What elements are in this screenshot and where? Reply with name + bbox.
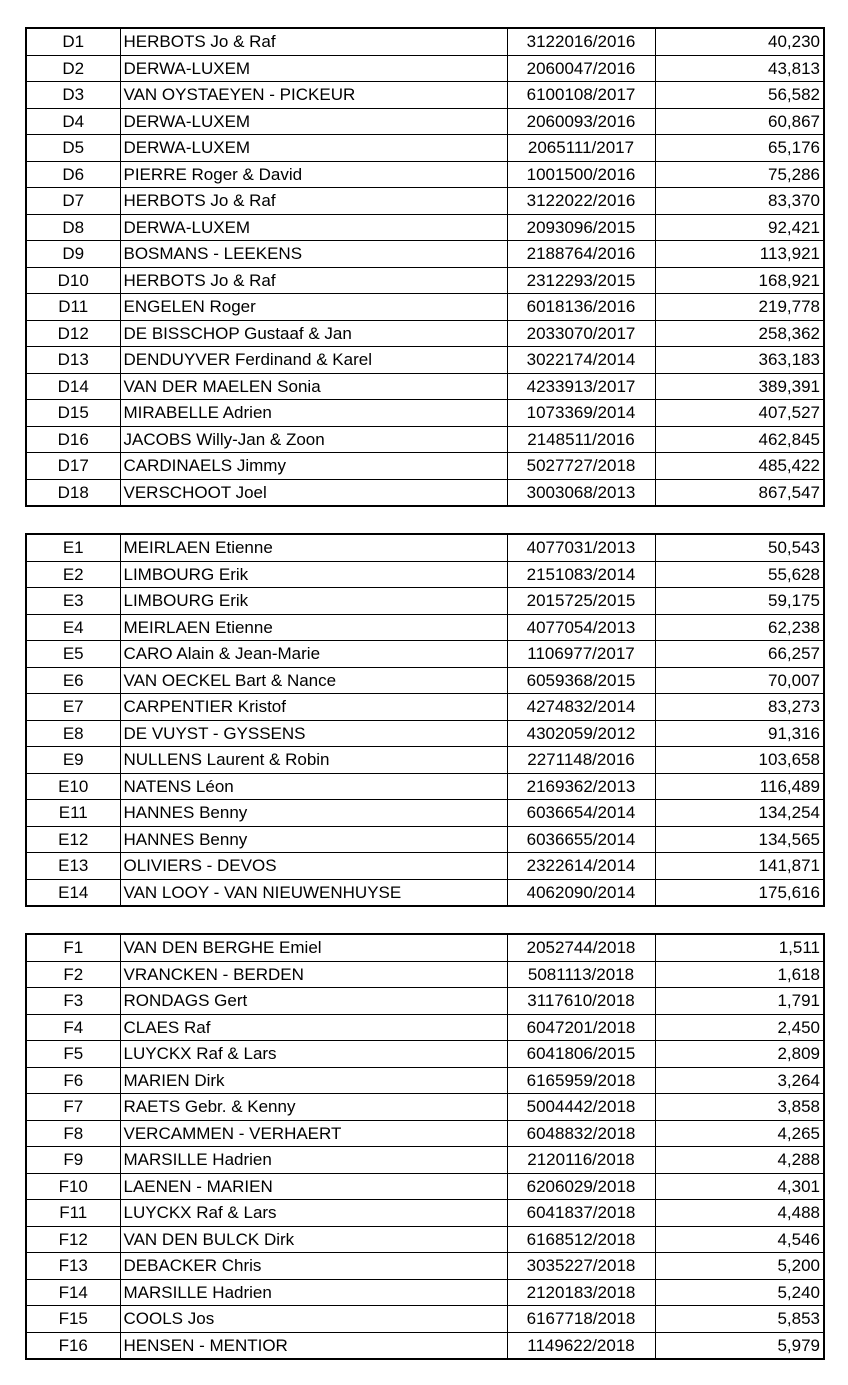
ring-number-cell: 6059368/2015 xyxy=(507,667,655,694)
table-row xyxy=(26,720,824,747)
code-cell: E6 xyxy=(26,667,120,694)
ring-number-cell: 2169362/2013 xyxy=(507,773,655,800)
table-row xyxy=(26,1067,824,1094)
code-cell: F9 xyxy=(26,1147,120,1174)
value-cell: 363,183 xyxy=(655,347,824,374)
name-cell: BOSMANS - LEEKENS xyxy=(120,241,507,268)
ring-number-cell: 5027727/2018 xyxy=(507,453,655,480)
table-row xyxy=(26,479,824,506)
table-row xyxy=(26,108,824,135)
name-cell: HANNES Benny xyxy=(120,826,507,853)
table-row xyxy=(26,1253,824,1280)
name-cell: CARPENTIER Kristof xyxy=(120,694,507,721)
code-cell: F10 xyxy=(26,1173,120,1200)
table-row xyxy=(26,773,824,800)
table-row xyxy=(26,453,824,480)
value-cell: 62,238 xyxy=(655,614,824,641)
ring-number-cell: 4302059/2012 xyxy=(507,720,655,747)
table-row xyxy=(26,320,824,347)
name-cell: COOLS Jos xyxy=(120,1306,507,1333)
name-cell: HERBOTS Jo & Raf xyxy=(120,267,507,294)
ring-number-cell: 1001500/2016 xyxy=(507,161,655,188)
ring-number-cell: 2151083/2014 xyxy=(507,561,655,588)
ring-number-cell: 4274832/2014 xyxy=(507,694,655,721)
code-cell: E12 xyxy=(26,826,120,853)
value-cell: 4,301 xyxy=(655,1173,824,1200)
ring-number-cell: 2188764/2016 xyxy=(507,241,655,268)
value-cell: 168,921 xyxy=(655,267,824,294)
table-row xyxy=(26,1173,824,1200)
code-cell: F3 xyxy=(26,988,120,1015)
name-cell: VAN OYSTAEYEN - PICKEUR xyxy=(120,82,507,109)
ring-number-cell: 5081113/2018 xyxy=(507,961,655,988)
ring-number-cell: 2033070/2017 xyxy=(507,320,655,347)
name-cell: VAN DER MAELEN Sonia xyxy=(120,373,507,400)
results-document xyxy=(25,27,823,1360)
value-cell: 5,853 xyxy=(655,1306,824,1333)
table-body xyxy=(26,534,824,906)
code-cell: D11 xyxy=(26,294,120,321)
table-row xyxy=(26,188,824,215)
table-row xyxy=(26,1094,824,1121)
table-row xyxy=(26,1041,824,1068)
code-cell: D2 xyxy=(26,55,120,82)
table-row xyxy=(26,400,824,427)
value-cell: 65,176 xyxy=(655,135,824,162)
name-cell: NATENS Léon xyxy=(120,773,507,800)
ring-number-cell: 3035227/2018 xyxy=(507,1253,655,1280)
name-cell: MARSILLE Hadrien xyxy=(120,1147,507,1174)
code-cell: D16 xyxy=(26,426,120,453)
value-cell: 867,547 xyxy=(655,479,824,506)
code-cell: F4 xyxy=(26,1014,120,1041)
name-cell: HENSEN - MENTIOR xyxy=(120,1332,507,1359)
code-cell: E4 xyxy=(26,614,120,641)
code-cell: E11 xyxy=(26,800,120,827)
code-cell: D10 xyxy=(26,267,120,294)
name-cell: DEBACKER Chris xyxy=(120,1253,507,1280)
table-row xyxy=(26,1200,824,1227)
code-cell: F13 xyxy=(26,1253,120,1280)
table-row xyxy=(26,561,824,588)
table-body xyxy=(26,934,824,1359)
value-cell: 50,543 xyxy=(655,534,824,561)
code-cell: D7 xyxy=(26,188,120,215)
results-table-f xyxy=(25,933,825,1360)
name-cell: NULLENS Laurent & Robin xyxy=(120,747,507,774)
value-cell: 175,616 xyxy=(655,879,824,906)
name-cell: ENGELEN Roger xyxy=(120,294,507,321)
name-cell: RONDAGS Gert xyxy=(120,988,507,1015)
code-cell: D18 xyxy=(26,479,120,506)
ring-number-cell: 2271148/2016 xyxy=(507,747,655,774)
code-cell: D8 xyxy=(26,214,120,241)
table-row xyxy=(26,988,824,1015)
table-row xyxy=(26,1279,824,1306)
table-row xyxy=(26,614,824,641)
value-cell: 60,867 xyxy=(655,108,824,135)
ring-number-cell: 2093096/2015 xyxy=(507,214,655,241)
code-cell: F1 xyxy=(26,934,120,961)
ring-number-cell: 4077054/2013 xyxy=(507,614,655,641)
code-cell: E10 xyxy=(26,773,120,800)
code-cell: D5 xyxy=(26,135,120,162)
name-cell: CLAES Raf xyxy=(120,1014,507,1041)
table-row xyxy=(26,161,824,188)
name-cell: MEIRLAEN Etienne xyxy=(120,614,507,641)
table-row xyxy=(26,426,824,453)
value-cell: 1,618 xyxy=(655,961,824,988)
ring-number-cell: 6041837/2018 xyxy=(507,1200,655,1227)
name-cell: VERCAMMEN - VERHAERT xyxy=(120,1120,507,1147)
name-cell: DERWA-LUXEM xyxy=(120,214,507,241)
code-cell: E5 xyxy=(26,641,120,668)
ring-number-cell: 2065111/2017 xyxy=(507,135,655,162)
name-cell: RAETS Gebr. & Kenny xyxy=(120,1094,507,1121)
table-row xyxy=(26,1306,824,1333)
ring-number-cell: 6041806/2015 xyxy=(507,1041,655,1068)
value-cell: 485,422 xyxy=(655,453,824,480)
table-row xyxy=(26,214,824,241)
name-cell: VRANCKEN - BERDEN xyxy=(120,961,507,988)
table-row xyxy=(26,55,824,82)
name-cell: DENDUYVER Ferdinand & Karel xyxy=(120,347,507,374)
ring-number-cell: 1149622/2018 xyxy=(507,1332,655,1359)
name-cell: MEIRLAEN Etienne xyxy=(120,534,507,561)
value-cell: 70,007 xyxy=(655,667,824,694)
table-body xyxy=(26,28,824,506)
code-cell: D13 xyxy=(26,347,120,374)
value-cell: 40,230 xyxy=(655,28,824,55)
name-cell: MARSILLE Hadrien xyxy=(120,1279,507,1306)
table-row xyxy=(26,1014,824,1041)
ring-number-cell: 2060093/2016 xyxy=(507,108,655,135)
name-cell: VERSCHOOT Joel xyxy=(120,479,507,506)
name-cell: HANNES Benny xyxy=(120,800,507,827)
ring-number-cell: 6048832/2018 xyxy=(507,1120,655,1147)
name-cell: LUYCKX Raf & Lars xyxy=(120,1041,507,1068)
table-row xyxy=(26,1226,824,1253)
ring-number-cell: 6165959/2018 xyxy=(507,1067,655,1094)
table-row xyxy=(26,641,824,668)
value-cell: 258,362 xyxy=(655,320,824,347)
table-row xyxy=(26,82,824,109)
value-cell: 59,175 xyxy=(655,588,824,615)
ring-number-cell: 4233913/2017 xyxy=(507,373,655,400)
value-cell: 141,871 xyxy=(655,853,824,880)
ring-number-cell: 3117610/2018 xyxy=(507,988,655,1015)
ring-number-cell: 1106977/2017 xyxy=(507,641,655,668)
table-row xyxy=(26,373,824,400)
table-row xyxy=(26,241,824,268)
ring-number-cell: 2120183/2018 xyxy=(507,1279,655,1306)
value-cell: 5,240 xyxy=(655,1279,824,1306)
name-cell: JACOBS Willy-Jan & Zoon xyxy=(120,426,507,453)
code-cell: E3 xyxy=(26,588,120,615)
value-cell: 116,489 xyxy=(655,773,824,800)
code-cell: F6 xyxy=(26,1067,120,1094)
name-cell: LIMBOURG Erik xyxy=(120,561,507,588)
table-row xyxy=(26,747,824,774)
name-cell: OLIVIERS - DEVOS xyxy=(120,853,507,880)
ring-number-cell: 2322614/2014 xyxy=(507,853,655,880)
ring-number-cell: 4062090/2014 xyxy=(507,879,655,906)
name-cell: LAENEN - MARIEN xyxy=(120,1173,507,1200)
name-cell: VAN LOOY - VAN NIEUWENHUYSE xyxy=(120,879,507,906)
value-cell: 43,813 xyxy=(655,55,824,82)
value-cell: 56,582 xyxy=(655,82,824,109)
table-row xyxy=(26,694,824,721)
ring-number-cell: 6047201/2018 xyxy=(507,1014,655,1041)
code-cell: F2 xyxy=(26,961,120,988)
code-cell: F12 xyxy=(26,1226,120,1253)
code-cell: D12 xyxy=(26,320,120,347)
value-cell: 3,858 xyxy=(655,1094,824,1121)
code-cell: F14 xyxy=(26,1279,120,1306)
table-row xyxy=(26,667,824,694)
code-cell: E14 xyxy=(26,879,120,906)
value-cell: 4,265 xyxy=(655,1120,824,1147)
value-cell: 389,391 xyxy=(655,373,824,400)
name-cell: LUYCKX Raf & Lars xyxy=(120,1200,507,1227)
value-cell: 83,273 xyxy=(655,694,824,721)
name-cell: VAN DEN BERGHE Emiel xyxy=(120,934,507,961)
table-row xyxy=(26,879,824,906)
code-cell: E13 xyxy=(26,853,120,880)
value-cell: 103,658 xyxy=(655,747,824,774)
table-row xyxy=(26,588,824,615)
value-cell: 113,921 xyxy=(655,241,824,268)
ring-number-cell: 4077031/2013 xyxy=(507,534,655,561)
name-cell: DERWA-LUXEM xyxy=(120,55,507,82)
code-cell: E2 xyxy=(26,561,120,588)
code-cell: F16 xyxy=(26,1332,120,1359)
value-cell: 2,450 xyxy=(655,1014,824,1041)
ring-number-cell: 6100108/2017 xyxy=(507,82,655,109)
ring-number-cell: 2015725/2015 xyxy=(507,588,655,615)
table-row xyxy=(26,800,824,827)
value-cell: 1,511 xyxy=(655,934,824,961)
code-cell: E1 xyxy=(26,534,120,561)
name-cell: CARDINAELS Jimmy xyxy=(120,453,507,480)
code-cell: D6 xyxy=(26,161,120,188)
name-cell: LIMBOURG Erik xyxy=(120,588,507,615)
name-cell: VAN OECKEL Bart & Nance xyxy=(120,667,507,694)
name-cell: VAN DEN BULCK Dirk xyxy=(120,1226,507,1253)
table-row xyxy=(26,1332,824,1359)
value-cell: 1,791 xyxy=(655,988,824,1015)
table-row xyxy=(26,1147,824,1174)
name-cell: CARO Alain & Jean-Marie xyxy=(120,641,507,668)
value-cell: 91,316 xyxy=(655,720,824,747)
ring-number-cell: 1073369/2014 xyxy=(507,400,655,427)
code-cell: F15 xyxy=(26,1306,120,1333)
code-cell: D3 xyxy=(26,82,120,109)
value-cell: 134,565 xyxy=(655,826,824,853)
table-row xyxy=(26,294,824,321)
code-cell: F7 xyxy=(26,1094,120,1121)
name-cell: HERBOTS Jo & Raf xyxy=(120,28,507,55)
value-cell: 5,979 xyxy=(655,1332,824,1359)
table-row xyxy=(26,135,824,162)
value-cell: 134,254 xyxy=(655,800,824,827)
code-cell: E8 xyxy=(26,720,120,747)
table-row xyxy=(26,28,824,55)
value-cell: 3,264 xyxy=(655,1067,824,1094)
ring-number-cell: 5004442/2018 xyxy=(507,1094,655,1121)
table-row xyxy=(26,534,824,561)
ring-number-cell: 3122016/2016 xyxy=(507,28,655,55)
ring-number-cell: 3122022/2016 xyxy=(507,188,655,215)
value-cell: 4,488 xyxy=(655,1200,824,1227)
table-row xyxy=(26,347,824,374)
ring-number-cell: 6206029/2018 xyxy=(507,1173,655,1200)
name-cell: MIRABELLE Adrien xyxy=(120,400,507,427)
ring-number-cell: 2120116/2018 xyxy=(507,1147,655,1174)
ring-number-cell: 6018136/2016 xyxy=(507,294,655,321)
name-cell: HERBOTS Jo & Raf xyxy=(120,188,507,215)
value-cell: 4,546 xyxy=(655,1226,824,1253)
table-row xyxy=(26,1120,824,1147)
name-cell: DERWA-LUXEM xyxy=(120,135,507,162)
table-row xyxy=(26,961,824,988)
table-row xyxy=(26,826,824,853)
name-cell: DERWA-LUXEM xyxy=(120,108,507,135)
table-row xyxy=(26,267,824,294)
ring-number-cell: 6036655/2014 xyxy=(507,826,655,853)
name-cell: PIERRE Roger & David xyxy=(120,161,507,188)
ring-number-cell: 6167718/2018 xyxy=(507,1306,655,1333)
value-cell: 5,200 xyxy=(655,1253,824,1280)
code-cell: F5 xyxy=(26,1041,120,1068)
name-cell: DE BISSCHOP Gustaaf & Jan xyxy=(120,320,507,347)
table-row xyxy=(26,853,824,880)
code-cell: D9 xyxy=(26,241,120,268)
ring-number-cell: 2060047/2016 xyxy=(507,55,655,82)
name-cell: MARIEN Dirk xyxy=(120,1067,507,1094)
code-cell: F11 xyxy=(26,1200,120,1227)
ring-number-cell: 2148511/2016 xyxy=(507,426,655,453)
value-cell: 462,845 xyxy=(655,426,824,453)
results-table-d xyxy=(25,27,825,507)
code-cell: D14 xyxy=(26,373,120,400)
ring-number-cell: 6036654/2014 xyxy=(507,800,655,827)
code-cell: D17 xyxy=(26,453,120,480)
value-cell: 55,628 xyxy=(655,561,824,588)
table-row xyxy=(26,934,824,961)
value-cell: 92,421 xyxy=(655,214,824,241)
code-cell: D15 xyxy=(26,400,120,427)
value-cell: 4,288 xyxy=(655,1147,824,1174)
code-cell: D1 xyxy=(26,28,120,55)
value-cell: 219,778 xyxy=(655,294,824,321)
value-cell: 2,809 xyxy=(655,1041,824,1068)
name-cell: DE VUYST - GYSSENS xyxy=(120,720,507,747)
code-cell: E7 xyxy=(26,694,120,721)
code-cell: D4 xyxy=(26,108,120,135)
ring-number-cell: 2312293/2015 xyxy=(507,267,655,294)
value-cell: 66,257 xyxy=(655,641,824,668)
code-cell: E9 xyxy=(26,747,120,774)
ring-number-cell: 3003068/2013 xyxy=(507,479,655,506)
value-cell: 83,370 xyxy=(655,188,824,215)
code-cell: F8 xyxy=(26,1120,120,1147)
value-cell: 407,527 xyxy=(655,400,824,427)
ring-number-cell: 6168512/2018 xyxy=(507,1226,655,1253)
results-table-e xyxy=(25,533,825,907)
value-cell: 75,286 xyxy=(655,161,824,188)
ring-number-cell: 3022174/2014 xyxy=(507,347,655,374)
ring-number-cell: 2052744/2018 xyxy=(507,934,655,961)
